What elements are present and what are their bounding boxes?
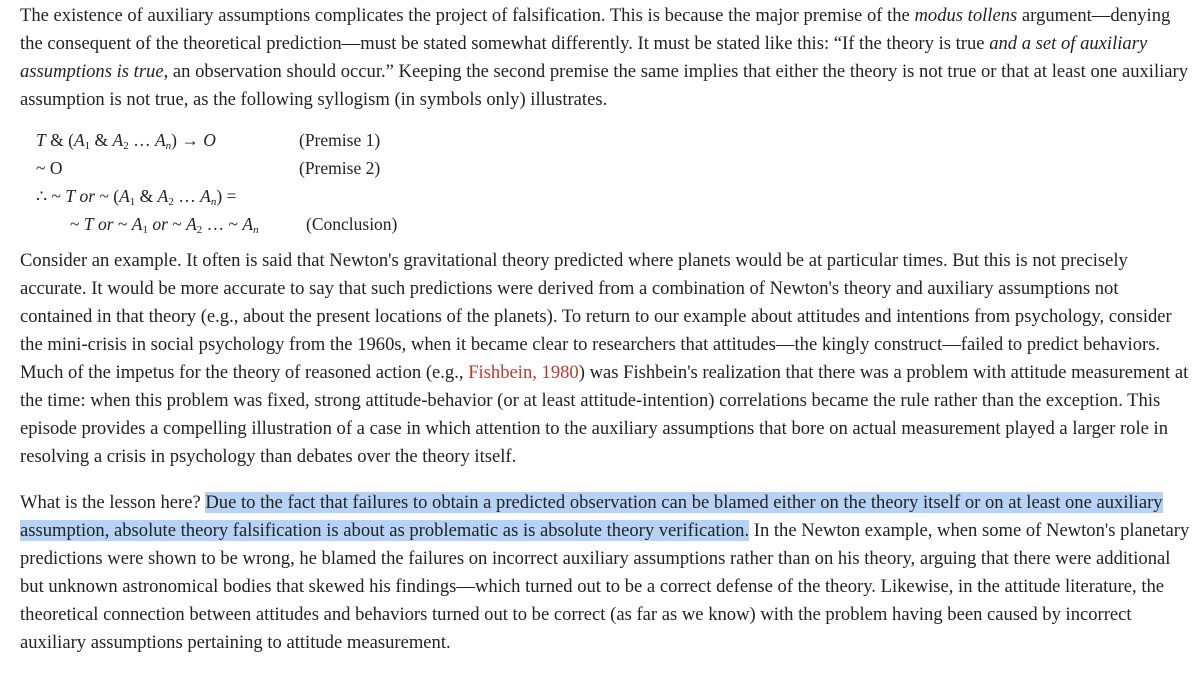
para2-text-2: ) was Fishbein's realization that there was a problem with attitude measurement at the time: when this problem was fixed, strong attitude-behavior (or at least attitude-intention) correlations became the rule rather than the exception. This episode provides a compelling illustration of a case in which attention to the auxiliary assumptions that bore on actual measurement played a larger role in resolving a crisis in psychology than debates over the theory itself.: [20, 362, 1189, 467]
para3-text-1: What is the lesson here?: [20, 492, 206, 513]
para1-italic-modus-tollens: modus tollens: [914, 5, 1018, 26]
premise-1-formula: T & ($A_1$ & $A_2$ … $A_n) \to O$: [36, 130, 216, 152]
premise-1-label: (Premise 1): [299, 130, 381, 150]
premise-1-row: [36, 126, 381, 154]
syllogism-block: [36, 126, 456, 236]
para1-text-3: , an observation should occur.” Keeping the second premise the same implies that either the theory is not true or that at least one auxiliary assumption is not true, as the following syllogism (in symbols only) illustrates.: [20, 61, 1189, 110]
paragraph-falsification: [20, 0, 1192, 114]
citation-link-fishbein-1980[interactable]: Fishbein, 1980: [468, 362, 579, 383]
conclusion-formula-2: ~ T or ~ $A_1$ or ~ $A_2$ … ~ $A_n$: [70, 214, 259, 236]
para2-text-1: Consider an example. It often is said that Newton's gravitational theory predicted where planets would be at particular times. But this is not precisely accurate. It would be more accurate to say that such predictions were derived from a combination of Newton's theory and auxiliary assumptions not contained in that theory (e.g., about the present locations of the planets). To return to our example about attitudes and intentions from psychology, consider the mini-crisis in social psychology from the 1960s, when it became clear to researchers that attitudes—the kingly construct—failed to predict behaviors. Much of the impetus for the theory of reasoned action (e.g.,: [20, 250, 1172, 383]
article-body: [20, 0, 1192, 657]
para1-text-2: argument—denying the consequent of the theoretical prediction—must be stated somewhat differently. It must be stated like this: “If the theory is true: [20, 5, 1171, 54]
conclusion-row-2: [70, 210, 398, 238]
paragraph-lesson: [20, 489, 1192, 657]
para3-text-2: In the Newton example, when some of Newton's planetary predictions were shown to be wrong, he blamed the failures on incorrect auxiliary assumptions rather than on his theory, arguing that there were additional but unknown astronomical bodies that skewed his findings—which turned out to be a correct defense of the theory. Likewise, in the attitude literature, the theoretical connection between attitudes and behaviors turned out to be correct (as far as we know) with the problem having been caused by incorrect auxiliary assumptions pertaining to attitude measurement.: [20, 520, 1190, 653]
conclusion-label: (Conclusion): [306, 214, 398, 234]
para1-italic-auxiliary: and a set of auxiliary assumptions is true: [20, 33, 1148, 82]
paragraph-newton-example: [20, 247, 1192, 471]
premise-2-label: (Premise 2): [299, 158, 381, 178]
conclusion-row-1: [36, 182, 236, 210]
highlighted-selection[interactable]: Due to the fact that failures to obtain a predicted observation can be blamed either on the theory itself or on at least one auxiliary assumption, absolute theory falsification is about as problematic as is absolute theory verification.: [20, 492, 1163, 541]
conclusion-formula-1: ∴ ~ T or ~ ($A_1$ & $A_2$ … $A_n$) =: [36, 186, 237, 208]
para1-text-1: The existence of auxiliary assumptions complicates the project of falsification. This is because the major premise of the: [20, 5, 915, 26]
premise-2-formula: ~ O: [36, 158, 63, 178]
premise-2-row: [36, 154, 381, 182]
